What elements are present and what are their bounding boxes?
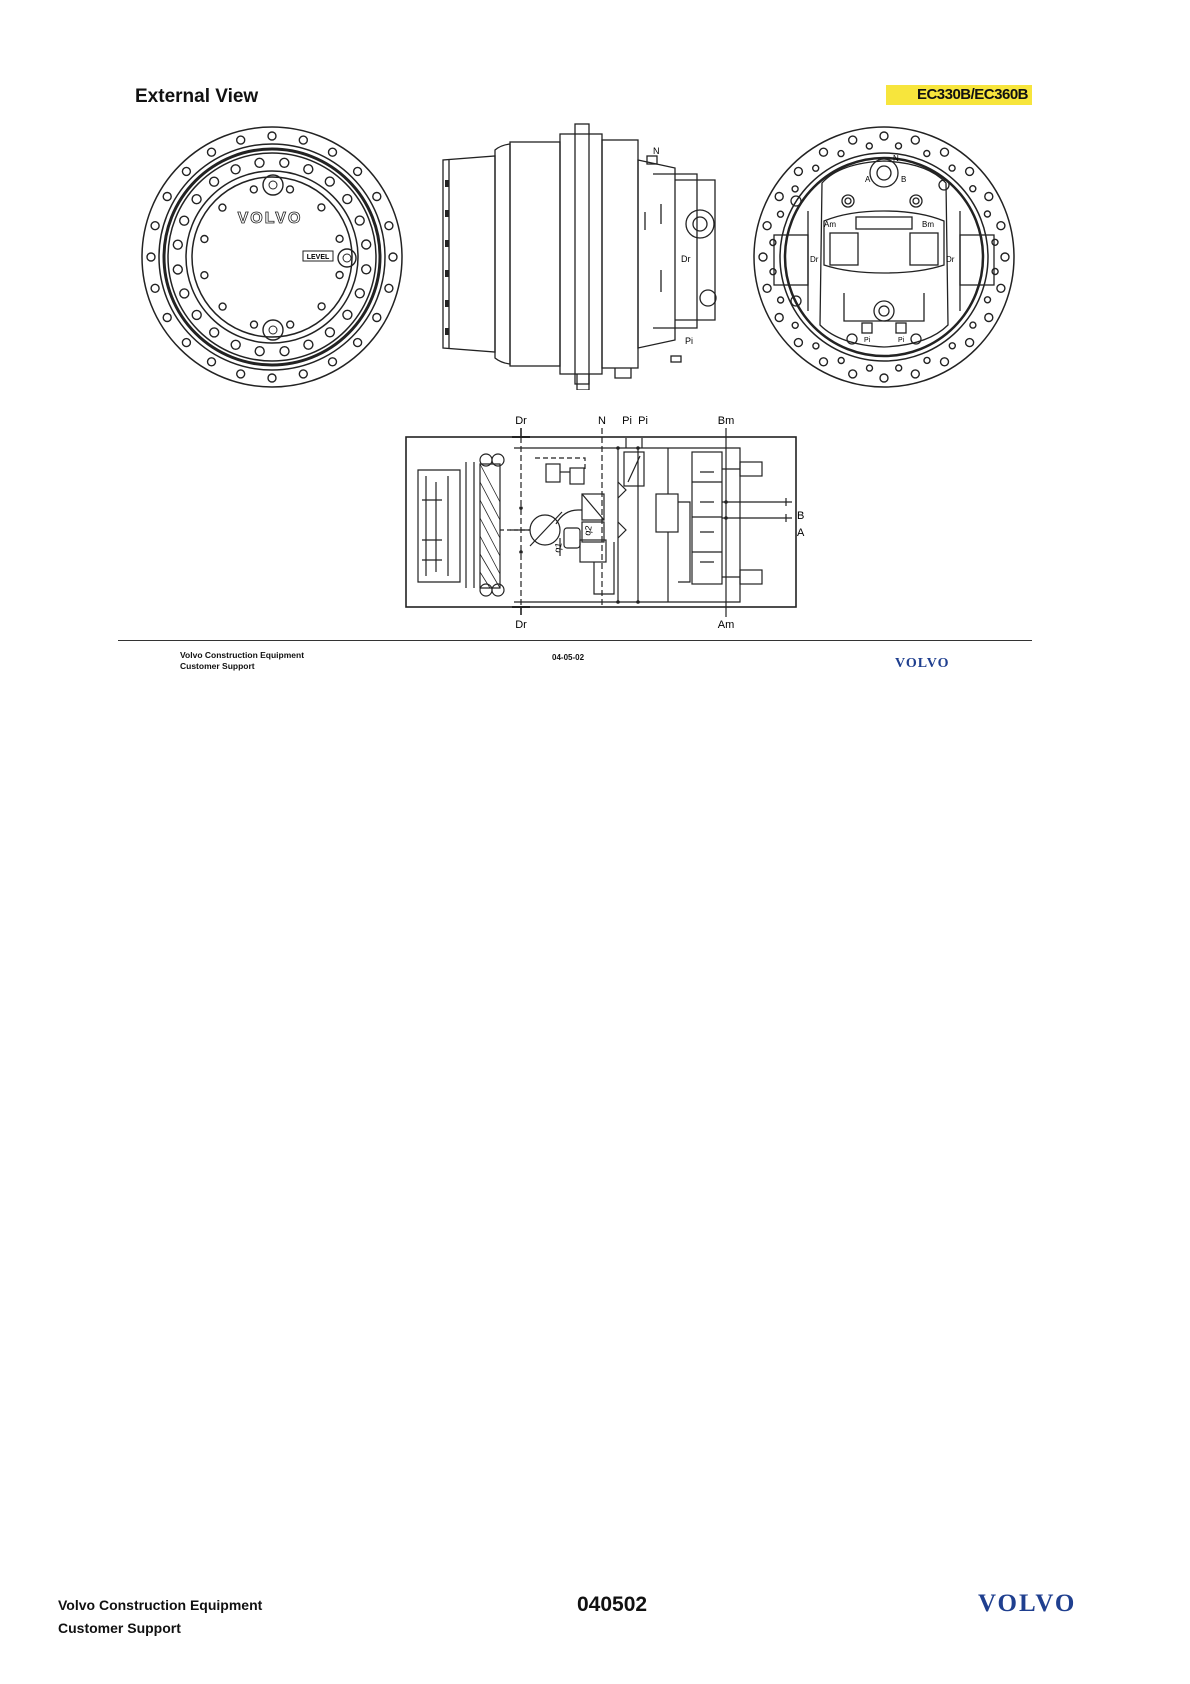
bolt-hole [210,328,219,337]
bolt-hole [251,321,258,328]
bolt-hole [180,216,189,225]
side-label-pi: Pi [685,336,694,346]
q1-label: q1 [552,541,564,554]
bolt-hole [389,253,397,261]
bolt-hole [354,339,362,347]
bolt-hole [849,370,857,378]
bolt-hole [163,314,171,322]
inner-footer-date: 04-05-02 [552,653,585,662]
bolt-hole [343,195,352,204]
bolt-hole [880,132,888,140]
bolt-hole [813,343,819,349]
rear-label-pi-left: Pi [864,337,871,344]
bolt-hole [268,374,276,382]
bolt-hole [231,165,240,174]
bolt-hole [992,269,998,275]
bolt-hole [896,365,902,371]
bolt-hole [329,358,337,366]
bolt-hole [173,240,182,249]
bolt-hole [775,314,783,322]
rear-view-drawing [752,125,1017,390]
bolt-hole [362,265,371,274]
bolt-hole [820,148,828,156]
bolt-hole [770,269,776,275]
footer-dept-name: Customer Support [58,1620,181,1636]
bolt-hole [984,211,990,217]
bolt-hole [255,347,264,356]
bolt-hole [362,240,371,249]
bolt-hole [373,193,381,201]
bolt-hole [280,347,289,356]
bolt-hole [336,272,343,279]
bolt-hole [385,222,393,230]
level-tag: LEVEL [306,254,330,261]
bolt-hole [866,143,872,149]
rear-label-n: N [893,154,899,163]
side-label-dr: Dr [681,254,691,264]
bolt-hole [182,339,190,347]
bolt-hole [336,235,343,242]
bolt-hole [299,370,307,378]
bolt-hole [849,136,857,144]
side-view-drawing [435,120,720,390]
port-label-bm: Bm [717,415,735,427]
hydraulic-schematic [400,412,820,632]
divider-line [118,640,1032,641]
bolt-hole [268,132,276,140]
footer-company-name: Volvo Construction Equipment [58,1597,263,1613]
bolt-hole [355,216,364,225]
rear-label-bm: Bm [922,220,934,229]
port-label-dr-top: Dr [515,415,527,427]
bolt-hole [287,321,294,328]
bolt-hole [997,222,1005,230]
bolt-hole [867,365,873,371]
port-label-pi-1: Pi [622,415,632,427]
bolt-hole [208,148,216,156]
port-label-am: Am [717,619,735,631]
bolt-hole [970,186,976,192]
port-label-b: B [797,510,805,522]
bolt-hole [924,357,930,363]
bolt-hole [838,358,844,364]
rear-label-dr-right: Dr [946,255,955,264]
footer-volvo-logo: VOLVO [978,1590,1077,1617]
bolt-hole [219,204,226,211]
bolt-hole [237,370,245,378]
port-label-n: N [598,415,606,427]
bolt-hole [304,340,313,349]
bolt-hole [373,314,381,322]
bolt-hole [949,343,955,349]
bolt-hole [813,165,819,171]
bolt-hole [151,284,159,292]
bolt-hole [182,167,190,175]
bolt-hole [794,167,802,175]
inner-company-name: Volvo Construction Equipment [180,650,305,660]
port-label-pi-2: Pi [638,415,648,427]
inner-footer-company [180,650,304,672]
bolt-hole [911,370,919,378]
bolt-hole [966,167,974,175]
bolt-hole [219,303,226,310]
bolt-hole [354,167,362,175]
bolt-hole [210,177,219,186]
bolt-hole [318,303,325,310]
bolt-hole [201,272,208,279]
bolt-hole [820,358,828,366]
q2-label: q2 [582,524,594,537]
page-title: External View [135,86,259,107]
bolt-hole [985,297,991,303]
bolt-hole [343,310,352,319]
bolt-hole [763,284,771,292]
bolt-hole [163,193,171,201]
bolt-hole [775,193,783,201]
bolt-hole [192,195,201,204]
port-label-a: A [797,527,805,539]
bolt-hole [924,151,930,157]
bolt-hole [1001,253,1009,261]
bolt-hole [255,158,264,167]
bolt-hole [192,310,201,319]
bolt-hole [759,253,767,261]
bolt-hole [173,265,182,274]
bolt-hole [896,143,902,149]
rear-label-pi-right: Pi [898,337,905,344]
bolt-hole [985,314,993,322]
bolt-hole [941,358,949,366]
bolt-hole [287,186,294,193]
front-logo: VOLVO [237,210,303,227]
bolt-hole [180,289,189,298]
bolt-hole [237,136,245,144]
rear-label-am: Am [824,220,836,229]
bolt-hole [325,328,334,337]
bolt-hole [880,374,888,382]
bolt-hole [941,148,949,156]
bolt-hole [763,222,771,230]
bolt-hole [151,222,159,230]
bolt-hole [792,186,798,192]
bolt-hole [231,340,240,349]
bolt-hole [770,240,776,246]
bolt-hole [355,289,364,298]
bolt-hole [911,136,919,144]
bolt-hole [966,339,974,347]
bolt-hole [985,193,993,201]
port-label-dr-bottom: Dr [515,619,527,631]
bolt-hole [280,158,289,167]
bolt-hole [201,236,208,243]
bolt-hole [318,204,325,211]
bolt-hole [299,136,307,144]
inner-volvo-logo: VOLVO [895,656,950,671]
bolt-hole [949,165,955,171]
bolt-hole [208,358,216,366]
bolt-hole [304,165,313,174]
bolt-hole [794,339,802,347]
bolt-hole [778,297,784,303]
front-view-drawing [140,125,405,390]
bolt-hole [385,284,393,292]
bolt-hole [992,239,998,245]
bolt-hole [838,151,844,157]
footer-company [58,1594,262,1640]
bolt-hole [147,253,155,261]
rear-label-b: B [901,175,907,184]
bolt-hole [778,211,784,217]
rear-label-a: A [865,175,871,184]
model-badge: EC330B/EC360B [886,85,1032,105]
rear-label-dr-left: Dr [810,255,819,264]
side-label-n: N [653,146,660,156]
inner-dept-name: Customer Support [180,661,255,671]
bolt-hole [970,322,976,328]
bolt-hole [792,322,798,328]
footer-doc-number: 040502 [577,1593,648,1616]
bolt-hole [997,284,1005,292]
bolt-hole [329,148,337,156]
bolt-hole [250,186,257,193]
bolt-hole [325,177,334,186]
